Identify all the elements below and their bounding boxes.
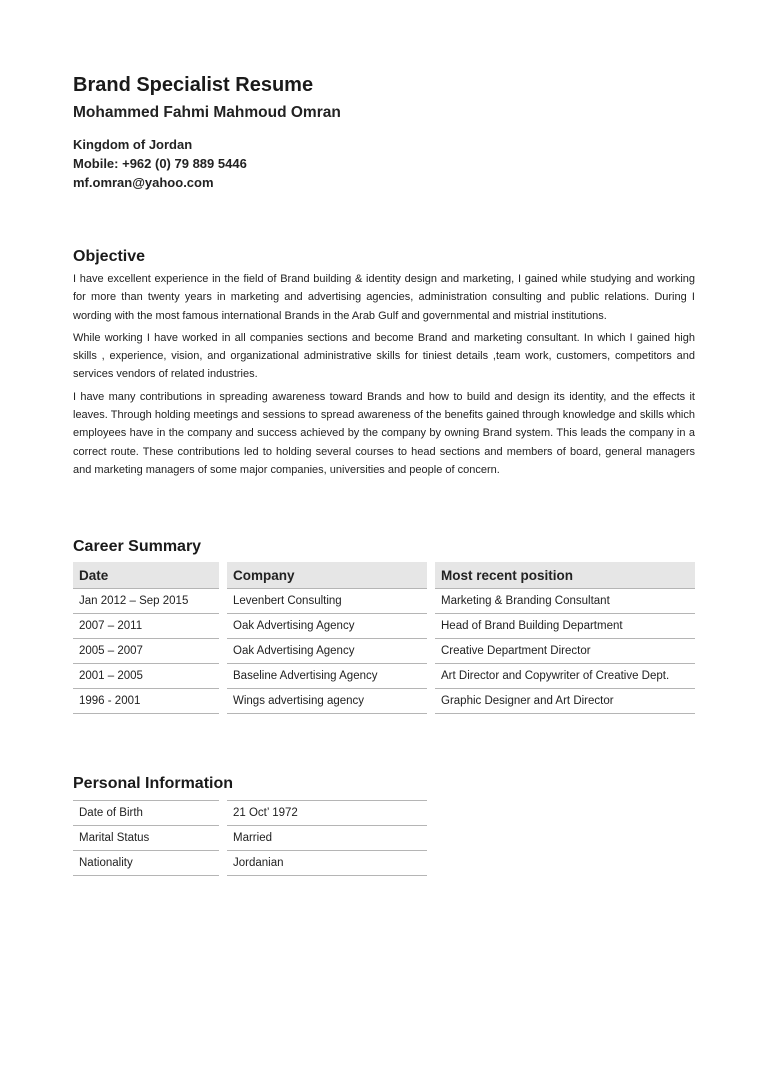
personal-section <box>73 774 695 876</box>
objective-heading: Objective <box>73 248 146 265</box>
email: mf.omran@yahoo.com <box>73 175 214 190</box>
table-row <box>73 850 427 876</box>
cell-label: Date of Birth <box>73 800 219 825</box>
cell-label: Marital Status <box>73 825 219 850</box>
cell-value: 21 Oct’ 1972 <box>227 800 427 825</box>
cell-date: 2001 – 2005 <box>73 664 219 689</box>
table-row <box>73 589 695 614</box>
cell-company: Oak Advertising Agency <box>227 614 427 639</box>
candidate-name: Mohammed Fahmi Mahmoud Omran <box>73 104 341 121</box>
table-row <box>73 800 427 825</box>
table-row <box>73 825 427 850</box>
contact-block <box>73 135 695 192</box>
cell-position: Creative Department Director <box>435 639 695 664</box>
table-header-row <box>73 562 695 589</box>
objective-paragraph: While working I have worked in all companies sections and become Brand and marketing consultant. In which I gained high skills , experience, vision, and organizational administrative skills for tiniest details ,team work, customers, competitors and services vendors of related industries. <box>73 331 695 381</box>
table-row <box>73 614 695 639</box>
cell-value: Jordanian <box>227 850 427 876</box>
column-header-position: Most recent position <box>435 562 695 589</box>
cell-company: Baseline Advertising Agency <box>227 664 427 689</box>
cell-company: Wings advertising agency <box>227 689 427 714</box>
objective-paragraph: I have many contributions in spreading awareness toward Brands and how to build and design its identity, and the effects it leaves. Through holding meetings and sessions to spread awareness of the benefits gained through knowledge and skills which employees have in the company and success achieved by the company by owning Brand system. This leads the company in a correct route. These contributions led to holding several courses to head sections and members of board, general managers and marketing managers of some major companies, universities and people of concern. <box>73 390 695 476</box>
career-section <box>73 537 695 714</box>
table-row <box>73 664 695 689</box>
table-row <box>73 689 695 714</box>
mobile: Mobile: +962 (0) 79 889 5446 <box>73 156 247 171</box>
column-header-date: Date <box>73 562 219 589</box>
resume-page <box>73 72 695 876</box>
cell-date: 2007 – 2011 <box>73 614 219 639</box>
cell-position: Marketing & Branding Consultant <box>435 589 695 614</box>
cell-company: Levenbert Consulting <box>227 589 427 614</box>
cell-company: Oak Advertising Agency <box>227 639 427 664</box>
cell-position: Head of Brand Building Department <box>435 614 695 639</box>
column-header-company: Company <box>227 562 427 589</box>
cell-label: Nationality <box>73 850 219 876</box>
cell-date: Jan 2012 – Sep 2015 <box>73 589 219 614</box>
cell-value: Married <box>227 825 427 850</box>
personal-table <box>65 800 435 876</box>
career-heading: Career Summary <box>73 538 202 556</box>
personal-heading: Personal Information <box>73 775 234 793</box>
cell-position: Art Director and Copywriter of Creative Dept. <box>435 664 695 689</box>
objective-section <box>73 247 695 479</box>
table-row <box>73 639 695 664</box>
career-table <box>65 562 703 714</box>
page-title: Brand Specialist Resume <box>73 74 314 96</box>
location: Kingdom of Jordan <box>73 137 193 152</box>
cell-date: 2005 – 2007 <box>73 639 219 664</box>
cell-date: 1996 - 2001 <box>73 689 219 714</box>
cell-position: Graphic Designer and Art Director <box>435 689 695 714</box>
objective-paragraph: I have excellent experience in the field of Brand building & identity design and marketing, I gained while studying and working for more than twenty years in marketing and advertising agencies, administration consulting and public relations. During I wording with the most famous international Brands in the Arab Gulf and governmental and mistrial institutions. <box>73 273 695 322</box>
